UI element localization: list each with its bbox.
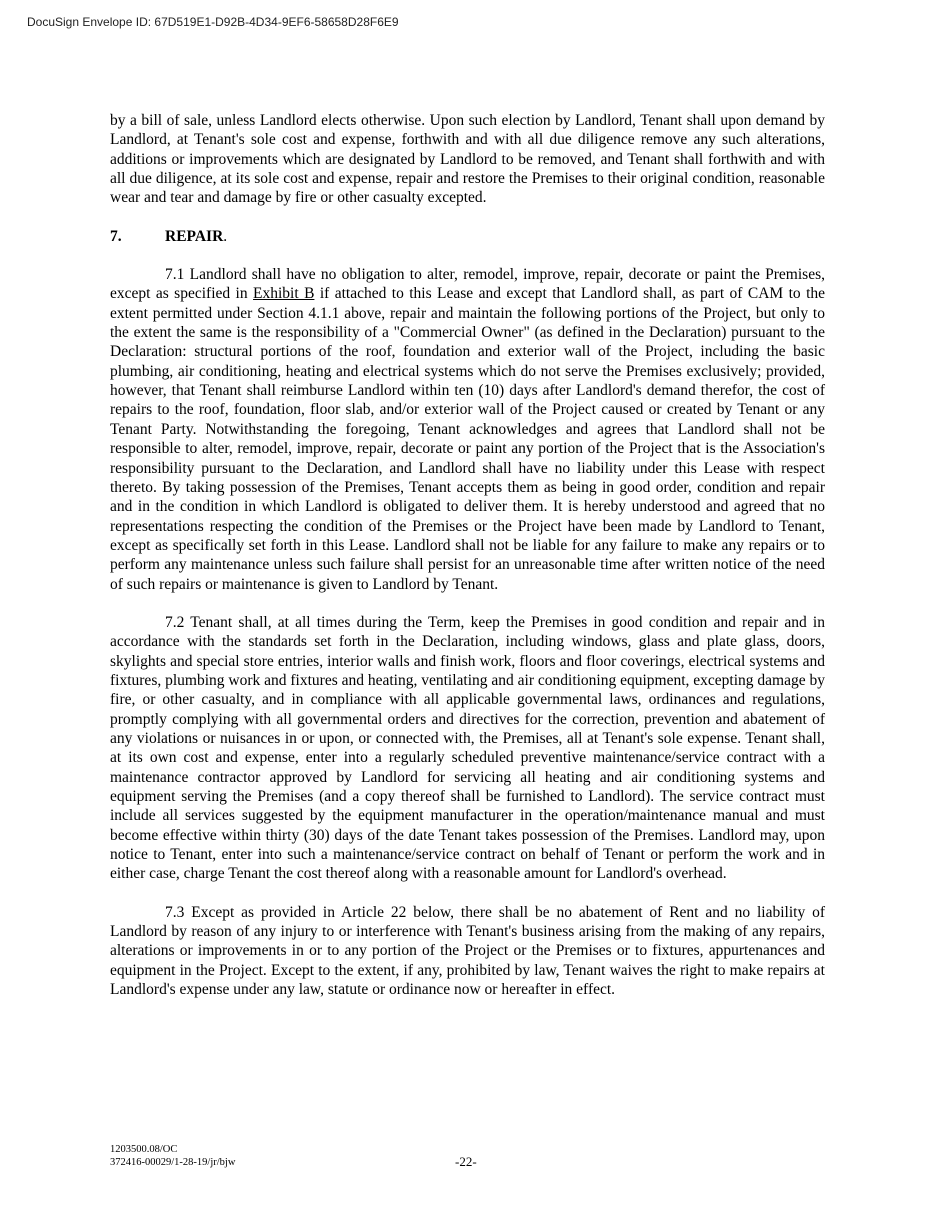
section-title-suffix: . (223, 227, 228, 245)
footer-doc-codes (110, 1144, 235, 1169)
paragraph-7-2: 7.2 Tenant shall, at all times during the Term, keep the Premises in good condition and repair and in accordance with the standards set forth in the Declaration, including windows, glass and plate glass, doors, skylights and special store entries, interior walls and finish work, floors and floor coverings, electrical systems and fixtures, plumbing work and fixtures and heating, ventilating and air conditioning equipment, excepting damage by fire, or other casualty, and in compliance with all applicable governmental laws, ordinances and regulations, promptly complying with all governmental orders and directives for the correction, prevention and abatement of any violations or nuisances in or upon, or connected with, the Premises, all at Tenant's sole expense. Tenant shall, at its own cost and expense, enter into a regularly scheduled preventive maintenance/service contract with a maintenance contractor approved by Landlord for servicing all heating and air conditioning systems and equipment serving the Premises (and a copy thereof shall be furnished to Landlord). The service contract must include all services suggested by the equipment manufacturer in the operation/maintenance manual and must become effective within thirty (30) days of the date Tenant takes possession of the Premises. Landlord may, upon notice to Tenant, enter into such a maintenance/service contract on behalf of Tenant or perform the work and in either case, charge Tenant the cost thereof along with a reasonable amount for Landlord's overhead. (110, 613, 825, 883)
section-heading (110, 227, 825, 246)
paragraph-7-1-rest: if attached to this Lease and except that Landlord shall, as part of CAM to the extent permitted under Section 4.1.1 above, repair and maintain the following portions of the Project, but only to the extent the same is the responsibility of a "Commercial Owner" (as defined in the Declaration) pursuant to the Declaration: structural portions of the roof, foundation and exterior wall of the Project, including the basic plumbing, air conditioning, heating and electrical systems which do not serve the Premises exclusively; provided, however, that Tenant shall reimburse Landlord within ten (10) days after Landlord's demand therefor, the cost of repairs to the roof, foundation, floor slab, and/or exterior wall of the Project caused or created by Tenant or any Tenant Party. Notwithstanding the foregoing, Tenant acknowledges and agrees that Landlord shall not be responsible to alter, remodel, improve, repair, decorate or paint any portion of the Project that is the Association's responsibility pursuant to the Declaration, and Landlord shall have no liability under this Lease with respect thereto. By taking possession of the Premises, Tenant accepts them as being in good order, condition and repair and in the condition in which Landlord is obligated to deliver them. It is hereby understood and agreed that no representations respecting the condition of the Premises or the Project have been made by Landlord to Tenant, except as specifically set forth in this Lease. Landlord shall not be liable for any failure to make any repairs or to perform any maintenance unless such failure shall persist for an unreasonable time after written notice of the need of such repairs or maintenance is given to Landlord by Tenant. (110, 285, 826, 593)
footer-doc-code-2: 372416-00029/1-28-19/jr/bjw (110, 1156, 236, 1168)
paragraph-intro: by a bill of sale, unless Landlord elects otherwise. Upon such election by Landlord, Tenant shall upon demand by Landlord, at Tenant's sole cost and expense, forthwith and with all due diligence remove any such alterations, additions or improvements which are designated by Landlord to be removed, and Tenant shall forthwith and with all due diligence, at its sole cost and expense, repair and restore the Premises to their original condition, reasonable wear and tear and damage by fire or other casualty excepted. (110, 112, 825, 207)
section-title-wrap (165, 227, 227, 246)
envelope-id: DocuSign Envelope ID: 67D519E1-D92B-4D34-9EF6-58658D28F6E9 (27, 15, 399, 29)
page-number: -22- (455, 1154, 477, 1169)
paragraph-7-1-lead: 7.1 Landlord shall have no obligation to alter, remodel, improve, repair, decorate or paint the Premises, except as specified in (110, 266, 825, 303)
footer-doc-code-1: 1203500.08/OC (110, 1144, 178, 1155)
exhibit-b-reference: Exhibit B (253, 285, 315, 303)
paragraph-7-1 (110, 265, 825, 594)
section-number: 7. (110, 227, 122, 245)
paragraph-7-3: 7.3 Except as provided in Article 22 below, there shall be no abatement of Rent and no liability of Landlord by reason of any injury to or interference with Tenant's business arising from the making of any repairs, alterations or improvements in or to any portion of the Project or the Premises or to fixtures, appurtenances and equipment in the Project. Except to the extent, if any, prohibited by law, Tenant waives the right to make repairs at Landlord's expense under any law, statute or ordinance now or hereafter in effect. (110, 903, 825, 999)
section-title: REPAIR (165, 227, 224, 245)
document-body (110, 111, 825, 999)
